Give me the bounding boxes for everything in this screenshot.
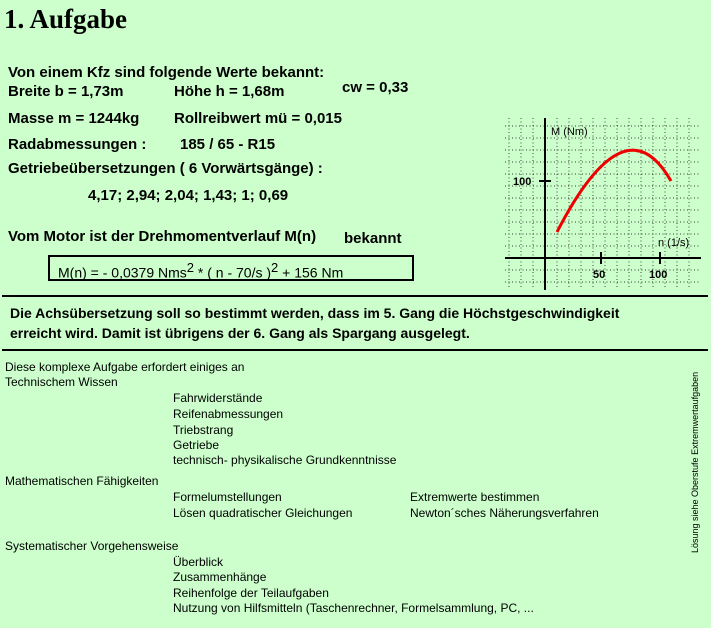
formula-part1: M(n) = - 0,0379 Nms [58, 264, 187, 281]
task-line-1: Die Achsübersetzung soll so bestimmt werden, dass im 5. Gang die Höchstgeschwindigkeit [10, 305, 620, 321]
list-item: Getriebe [173, 438, 220, 452]
graph-x-tick-label-100: 100 [649, 269, 668, 281]
torque-formula [58, 260, 343, 281]
formula-exp1: 2 [186, 260, 194, 275]
intro-text: Von einem Kfz sind folgende Werte bekannt: [8, 64, 325, 81]
list-item: Lösen quadratischer Gleichungen [173, 506, 353, 520]
masse-value: Masse m = 1244kg [8, 110, 140, 127]
torque-curve [557, 150, 671, 232]
list-item: Überblick [173, 555, 224, 569]
side-note-text: Lösung siehe Oberstufe Extremwertaufgaben [690, 371, 700, 553]
torque-formula-box [48, 255, 414, 281]
list-item: Newton´sches Näherungsverfahren [410, 506, 599, 520]
task-line-2: erreicht wird. Damit ist übrigens der 6. Gang als Spargang ausgelegt. [10, 325, 470, 341]
list-item: Nutzung von Hilfsmitteln (Taschenrechner, Formelsammlung, PC, ... [173, 601, 534, 615]
torque-graph [505, 118, 705, 290]
graph-y-tick-label: 100 [513, 176, 532, 188]
getriebe-label: Getriebeübersetzungen ( 6 Vorwärtsgänge) : [8, 160, 323, 177]
systematic-heading: Systematischer Vorgehensweise [5, 539, 179, 553]
formula-part2: * ( n - 70/s ) [194, 264, 272, 281]
side-note [690, 353, 704, 553]
page-title: 1. Aufgabe [4, 4, 128, 34]
tech-knowledge-heading: Technischem Wissen [5, 375, 118, 389]
bekannt-text: bekannt [344, 230, 402, 247]
math-skills-heading: Mathematischen Fähigkeiten [5, 474, 159, 488]
radabmessungen-value: 185 / 65 - R15 [180, 136, 276, 153]
gear-ratios: 4,17; 2,94; 2,04; 1,43; 1; 0,69 [88, 187, 289, 204]
formula-exp2: 2 [271, 260, 279, 275]
breite-value: Breite b = 1,73m [8, 83, 124, 100]
radabmessungen-label: Radabmessungen : [8, 136, 147, 153]
list-item: Fahrwiderstände [173, 391, 263, 405]
graph-grid [505, 118, 701, 288]
list-item: Reihenfolge der Teilaufgaben [173, 586, 329, 600]
rollreibwert-value: Rollreibwert mü = 0,015 [174, 110, 342, 127]
graph-x-label: n (1/s) [658, 237, 690, 249]
motor-text: Vom Motor ist der Drehmomentverlauf M(n) [8, 228, 317, 245]
list-item: technisch- physikalische Grundkenntnisse [173, 453, 397, 467]
list-item: Reifenabmessungen [173, 407, 284, 421]
hoehe-value: Höhe h = 1,68m [174, 83, 285, 100]
list-item: Extremwerte bestimmen [410, 490, 540, 504]
divider-top [2, 295, 708, 297]
list-item: Formelumstellungen [173, 490, 282, 504]
graph-y-label: M (Nm) [551, 126, 588, 138]
divider-bottom [2, 349, 708, 351]
list-item: Triebstrang [173, 423, 234, 437]
list-item: Zusammenhänge [173, 570, 267, 584]
formula-part3: + 156 Nm [278, 264, 344, 281]
complex-line-1: Diese komplexe Aufgabe erfordert einiges an [5, 360, 245, 374]
graph-x-tick-label-50: 50 [593, 269, 606, 281]
cw-value: cw = 0,33 [342, 79, 409, 96]
